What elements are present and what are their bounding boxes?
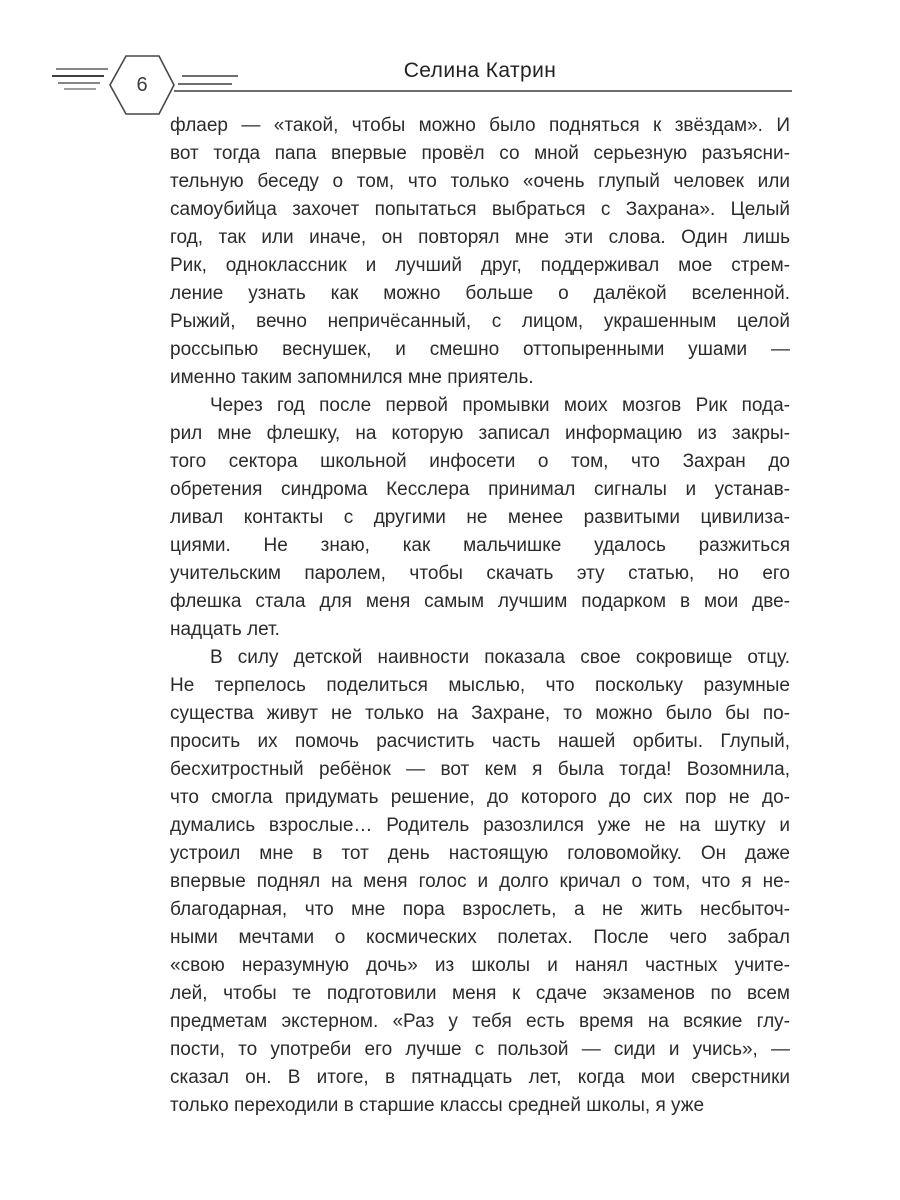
text-line: лей, чтобы те подготовили меня к сдаче экзаменов по всем: [170, 983, 790, 1004]
text-line: ление узнать как можно больше о далёкой вселенной.: [170, 283, 790, 304]
text-line: Рыжий, вечно непричёсанный, с лицом, украшенным целой: [170, 311, 790, 332]
page-number: 6: [136, 74, 148, 96]
text-line: самоубийца захочет попытаться выбраться с Захрана». Целый: [170, 199, 790, 220]
paragraph: [170, 392, 790, 644]
text-line: ными мечтами о космических полетах. После чего забрал: [170, 927, 790, 948]
text-line: бесхитростный ребёнок — вот кем я была тогда! Возомнила,: [170, 759, 790, 780]
text-line: думались взрослые… Родитель разозлился уже не на шутку и: [170, 815, 790, 836]
text-line: что смогла придумать решение, до которого до сих пор не до-: [170, 787, 790, 808]
text-line: Рик, одноклассник и лучший друг, поддерживал мое стрем-: [170, 255, 790, 276]
text-line: год, так или иначе, он повторял мне эти слова. Один лишь: [170, 227, 790, 248]
text-line: предметам экстерном. «Раз у тебя есть время на всякие глу-: [170, 1011, 790, 1032]
text-line: Через год после первой промывки моих мозгов Рик пода-: [210, 395, 790, 416]
text-line: «свою неразумную дочь» из школы и нанял частных учите-: [170, 955, 790, 976]
stacked-lines-icon: [52, 69, 108, 89]
text-line: того сектора школьной инфосети о том, что Захран до: [170, 451, 790, 472]
text-line: просить их помочь расчистить часть нашей орбиты. Глупый,: [170, 731, 790, 752]
text-line: надцать лет.: [170, 619, 280, 640]
text-line: Не терпелось поделиться мыслью, что поскольку разумные: [170, 675, 790, 696]
text-line: ливал контакты с другими не менее развитыми цивилиза-: [170, 507, 790, 528]
text-line: В силу детской наивности показала свое сокровище отцу.: [210, 647, 790, 668]
running-head: Селина Катрин: [403, 59, 557, 82]
body-text: [170, 112, 790, 1120]
text-line: флаер — «такой, чтобы можно было подняться к звёздам». И: [170, 115, 790, 136]
text-line: устроил мне в тот день настоящую головомойку. Он даже: [170, 843, 790, 864]
text-line: только переходили в старшие классы средней школы, я уже: [170, 1095, 705, 1116]
paragraph: [170, 644, 790, 1120]
text-line: существа живут не только на Захране, то можно было бы по-: [170, 703, 790, 724]
text-line: рил мне флешку, на которую записал информацию из закры-: [170, 423, 790, 444]
page-header: [0, 0, 900, 130]
text-line: благодарная, что мне пора взрослеть, а не жить несбыточ-: [170, 899, 790, 920]
text-line: пости, то употреби его лучше с пользой — сиди и учись», —: [170, 1039, 790, 1060]
text-line: флешка стала для меня самым лучшим подарком в мои две-: [170, 591, 790, 612]
text-line: именно таким запомнился мне приятель.: [170, 367, 534, 388]
text-line: тельную беседу о том, что только «очень глупый человек или: [170, 171, 790, 192]
text-line: учительским паролем, чтобы скачать эту статью, но его: [170, 563, 790, 584]
text-line: вот тогда папа впервые провёл со мной серьезную разъясни-: [170, 143, 790, 164]
text-line: обретения синдрома Кесслера принимал сигналы и устанав-: [170, 479, 790, 500]
paragraph: [170, 112, 790, 392]
text-line: сказал он. В итоге, в пятнадцать лет, когда мои сверстники: [170, 1067, 790, 1088]
text-line: россыпью веснушек, и смешно оттопыренными ушами —: [170, 339, 790, 360]
text-line: впервые поднял на меня голос и долго кричал о том, что я не-: [170, 871, 790, 892]
text-line: циями. Не знаю, как мальчишке удалось разжиться: [170, 535, 790, 556]
